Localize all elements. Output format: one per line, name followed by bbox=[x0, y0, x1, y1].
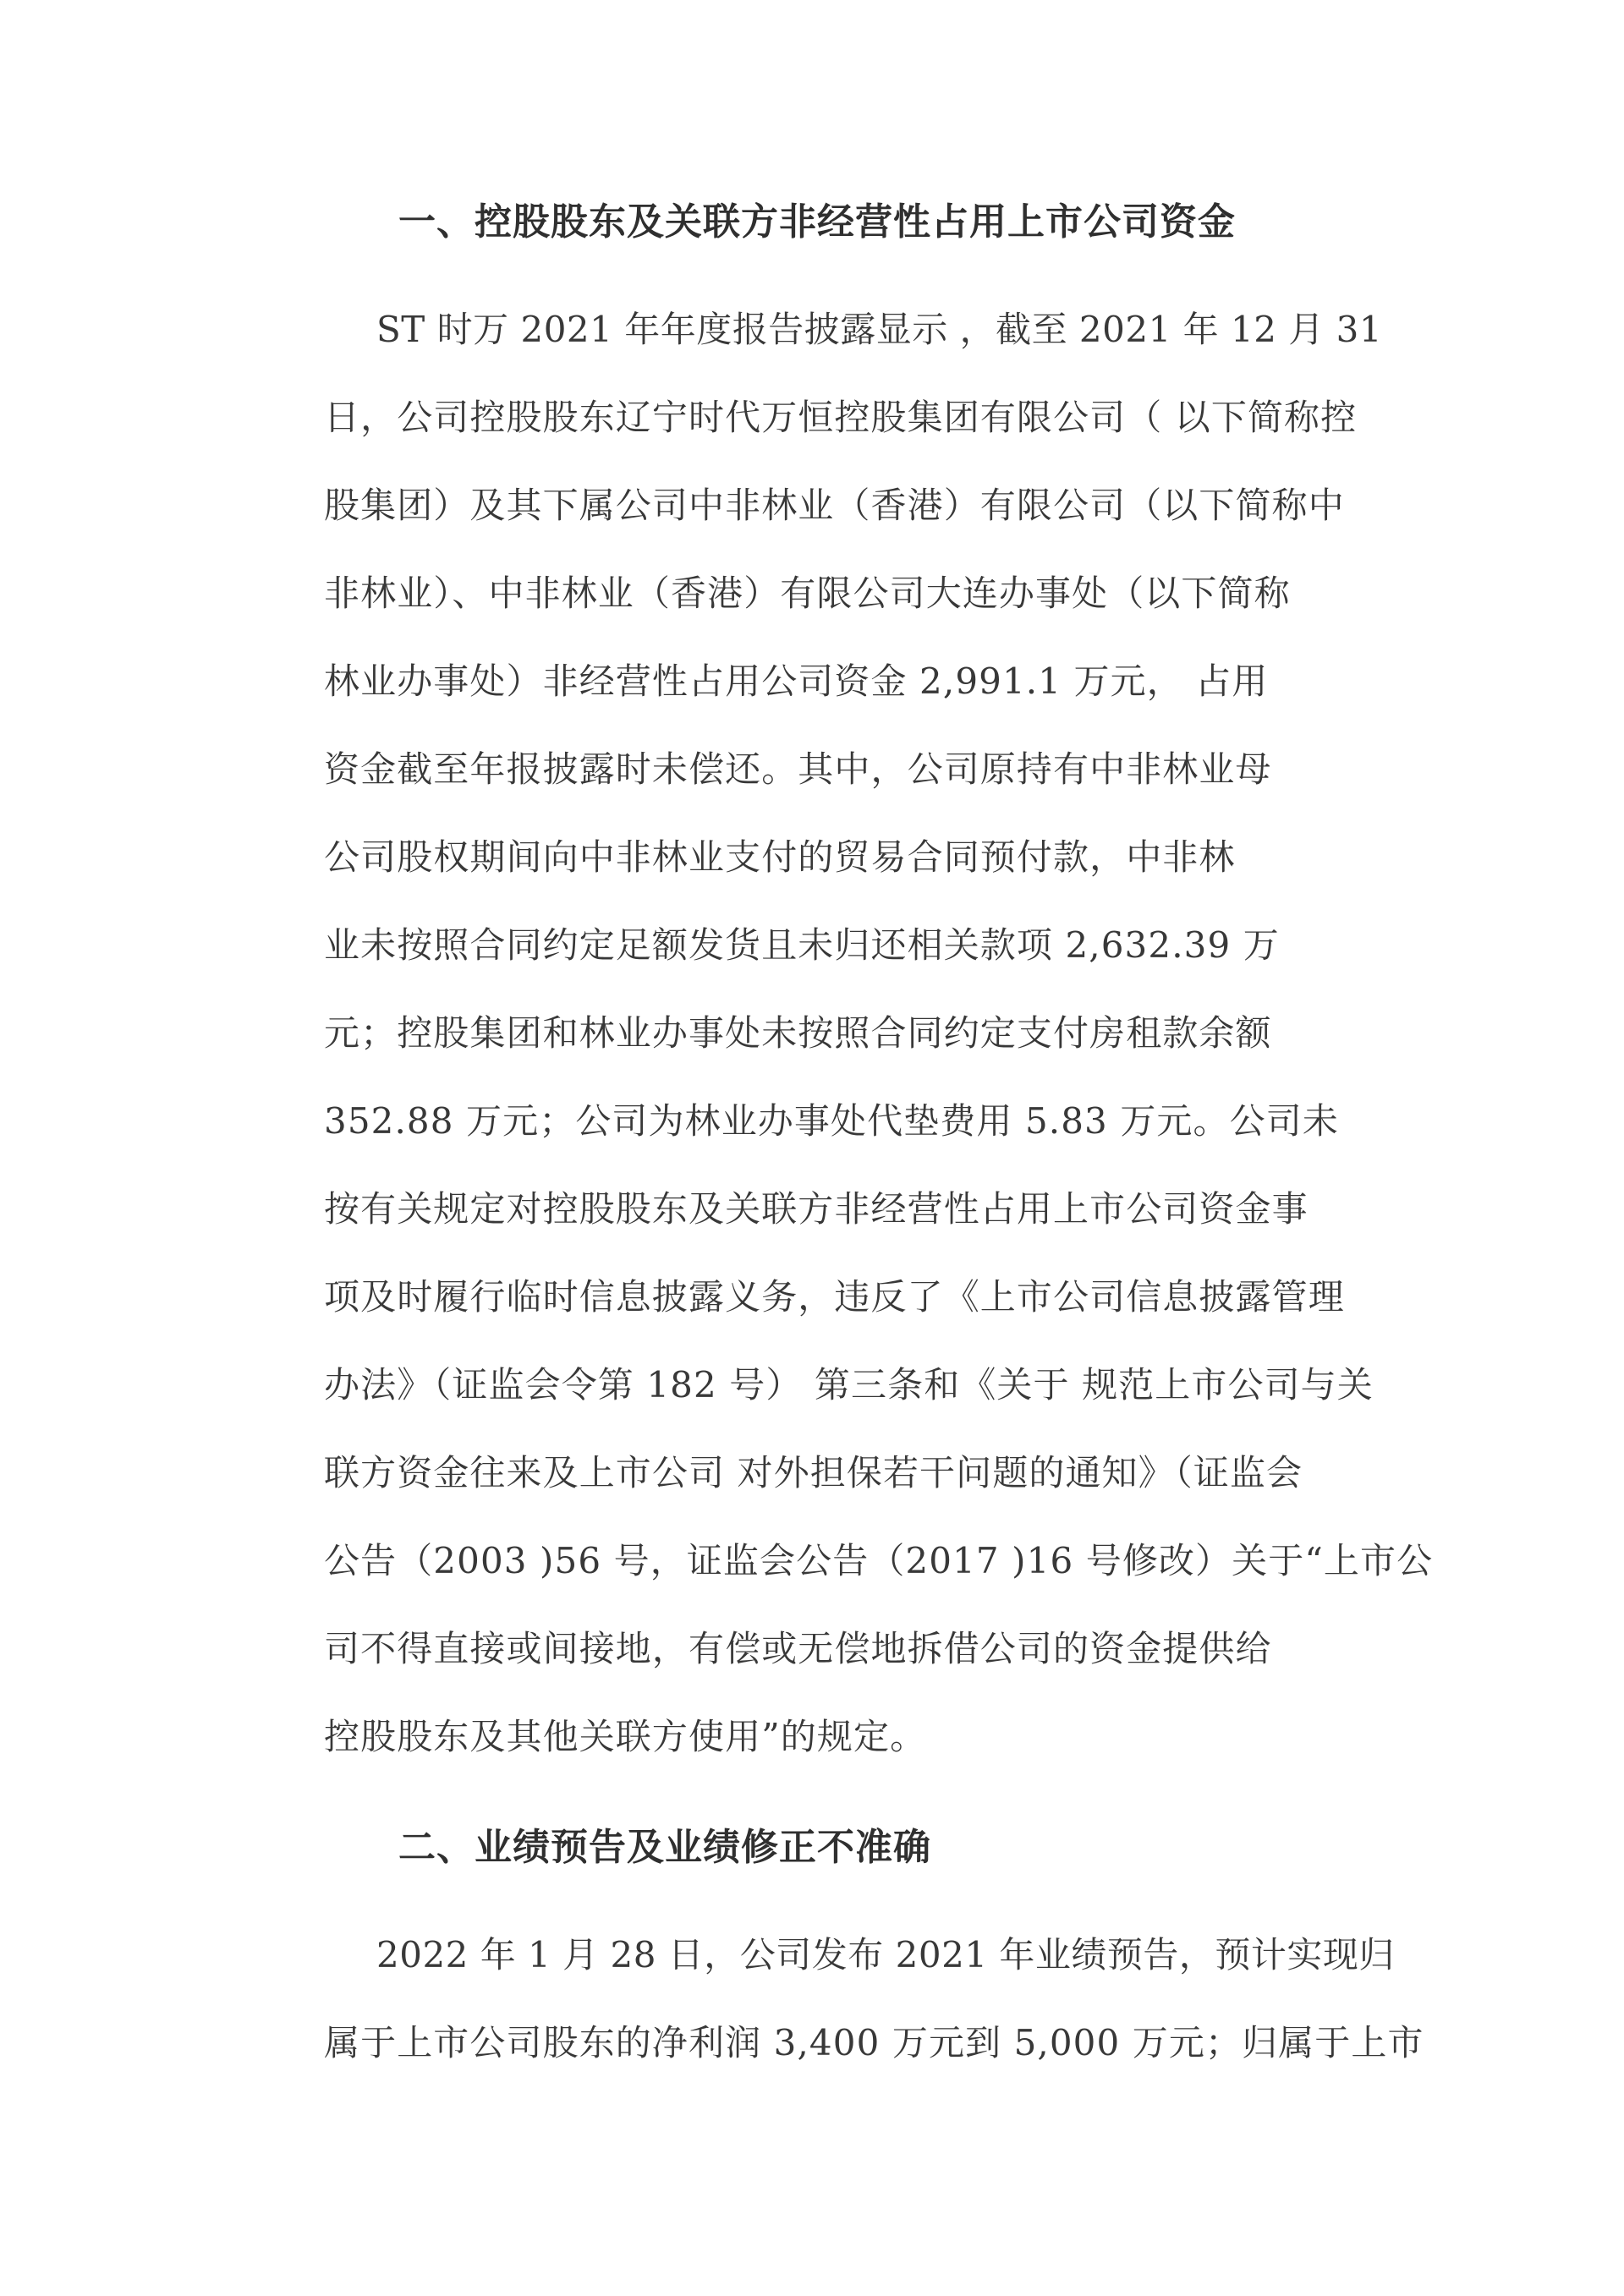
document-content bbox=[324, 193, 1434, 2087]
paragraph-line: 股集团）及其下属公司中非林业（香港）有限公司（以下简称中 bbox=[324, 485, 1345, 526]
paragraph-line: 项及时履行临时信息披露义务，违反了《上市公司信息披露管理 bbox=[324, 1276, 1345, 1318]
section-heading-1: 一、控股股东及关联方非经营性占用上市公司资金 bbox=[398, 200, 1236, 244]
spacer bbox=[324, 252, 1343, 286]
paragraph-line: 资金截至年报披露时未偿还。其中，公司原持有中非林业母 bbox=[324, 748, 1272, 790]
paragraph-line: 公司股权期间向中非林业支付的贸易合同预付款，中非林 bbox=[324, 836, 1236, 878]
paragraph-line: 属于上市公司股东的净利润 3,400 万元到 5,000 万元；归属于上市 bbox=[324, 2022, 1424, 2063]
paragraph-1 bbox=[324, 286, 1434, 1781]
paragraph-line: 公告（2003 )56 号，证监会公告（2017 )16 号修改）关于“上市公 bbox=[324, 1540, 1434, 1581]
paragraph-line: ST 时万 2021 年年度报告披露显示 ，截至 2021 年 12 月 31 bbox=[376, 309, 1383, 350]
paragraph-line: 日，公司控股股东辽宁时代万恒控股集团有限公司（ 以下简称控 bbox=[324, 397, 1358, 438]
paragraph-line: 352.88 万元；公司为林业办事处代垫费用 5.83 万元。公司未 bbox=[324, 1100, 1339, 1142]
paragraph-line: 按有关规定对控股股东及关联方非经营性占用上市公司资金事 bbox=[324, 1188, 1309, 1230]
paragraph-line: 业未按照合同约定足额发货且未归还相关款项 2,632.39 万 bbox=[324, 924, 1280, 966]
paragraph-line: 办法》（证监会令第 182 号） 第三条和《关于 规范上市公司与关 bbox=[324, 1364, 1374, 1406]
paragraph-line: 非林业）、中非林业（香港）有限公司大连办事处（以下简称 bbox=[324, 573, 1291, 614]
section-heading-2: 二、业绩预告及业绩修正不准确 bbox=[398, 1826, 931, 1869]
paragraph-line: 林业办事处）非经营性占用公司资金 2,991.1 万元， 占用 bbox=[324, 660, 1269, 702]
paragraph-line: 元；控股集团和林业办事处未按照合同约定支付房租款余额 bbox=[324, 1012, 1272, 1054]
paragraph-2 bbox=[324, 1911, 1424, 2087]
paragraph-line: 联方资金往来及上市公司 对外担保若干问题的通知》（证监会 bbox=[324, 1452, 1303, 1493]
paragraph-line: 控股股东及其他关联方使用”的规定。 bbox=[324, 1716, 927, 1757]
spacer bbox=[324, 1781, 1343, 1818]
spacer bbox=[324, 1877, 1343, 1911]
paragraph-line: 2022 年 1 月 28 日，公司发布 2021 年业绩预告，预计实现归 bbox=[376, 1934, 1395, 1975]
paragraph-line: 司不得直接或间接地，有偿或无偿地拆借公司的资金提供给 bbox=[324, 1628, 1272, 1669]
